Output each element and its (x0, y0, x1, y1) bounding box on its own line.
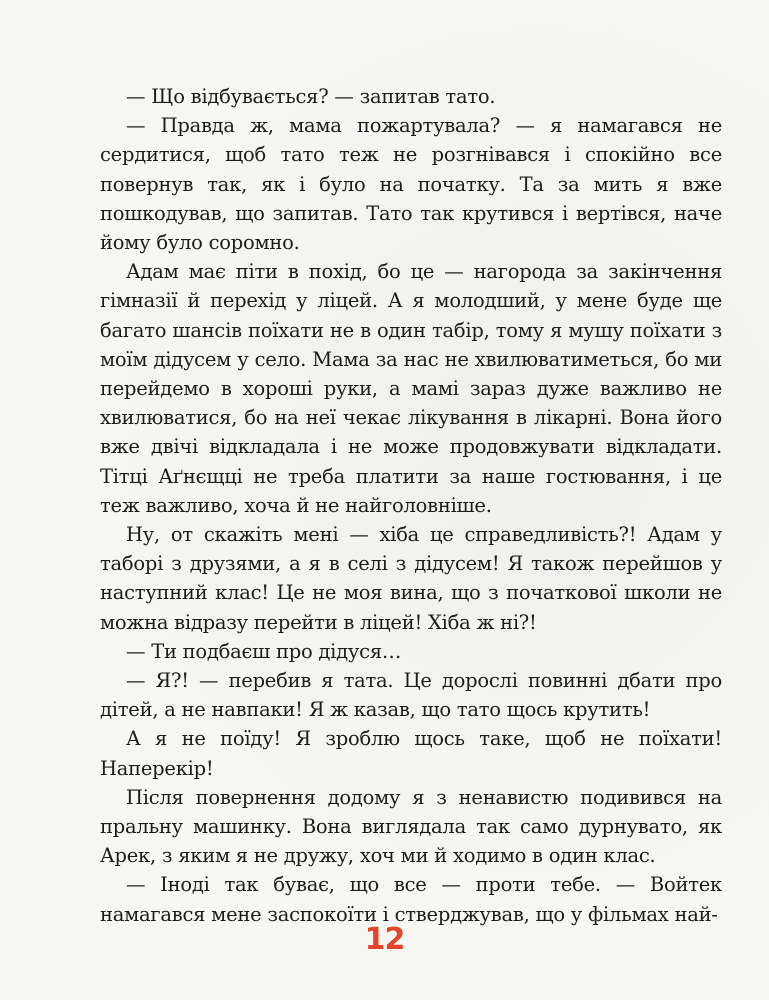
paragraph: Адам має піти в похід, бо це — нагорода за закінчення гімназії й перехід у ліцей. А я молодший, у мене буде ще багато шансів поїхати не в один табір, тому я мушу поїхати з моїм дідусем у село. Мама за нас не хвилюватиметься, бо ми перейдемо в хороші руки, а мамі зараз дуже важливо не хвилюватися, бо на неї чекає лікування в лікарні. Вона його вже двічі відкладала і не може продовжувати відкладати. Тітці Аґнєщці не треба платити за наше гостювання, і це теж важливо, хоча й не найголовніше. (100, 260, 722, 517)
paragraph: — Правда ж, мама пожартувала? — я намагався не сердитися, щоб тато теж не розгнівався і спокійно все повернув так, як і було на початку. Та за мить я вже пошкодував, що запитав. Тато так крутився і вертівся, наче йому було соромно. (100, 114, 722, 255)
paragraph: Ну, от скажіть мені — хіба це справедливість?! Адам у таборі з друзями, а я в селі з дідусем! Я також перейшов у наступний клас! Це не моя вина, що з початкової школи не можна відразу перейти в ліцей! Хіба ж ні?! (100, 523, 722, 634)
body-text (100, 82, 722, 929)
paragraph: — Іноді так буває, що все — проти тебе. — Войтек намагався мене заспокоїти і стверджував, що у фільмах най- (100, 873, 722, 926)
paragraph: — Я?! — перебив я тата. Це дорослі повинні дбати про дітей, а не навпаки! Я ж казав, що тато щось крутить! (100, 669, 722, 722)
paragraph: Після повернення додому я з ненавистю подивився на пральну машинку. Вона виглядала так само дурнувато, як Арек, з яким я не дружу, хоч ми й ходимо в один клас. (100, 785, 722, 868)
paragraph: — Що відбувається? — запитав тато. (126, 85, 496, 108)
paragraph: А я не поїду! Я зроблю щось таке, щоб не поїхати! Наперекір! (100, 727, 722, 780)
paragraph: — Ти подбаєш про дідуся… (126, 639, 402, 663)
page-number: 12 (364, 922, 405, 957)
